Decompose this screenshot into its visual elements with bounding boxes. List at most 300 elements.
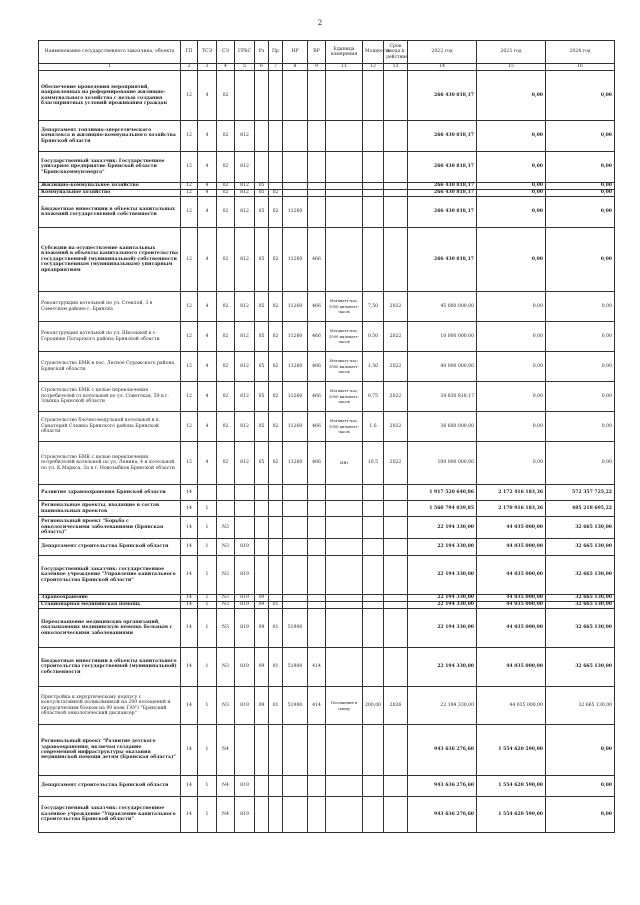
cell-term: 2022 xyxy=(384,352,408,382)
cell-tse: 4 xyxy=(198,71,217,121)
column-header-grbs: ГРБС xyxy=(235,41,255,64)
cell-tse: 1 xyxy=(198,602,217,609)
cell-grbs: 819 xyxy=(235,556,255,595)
cell-pr: 01 xyxy=(269,602,283,609)
cell-power: 200,00 xyxy=(363,687,384,725)
cell-rz: 09 xyxy=(255,648,269,687)
cell-gp: 12 xyxy=(181,412,198,442)
cell-se: 02 xyxy=(217,352,235,382)
cell-y2023: 44 035 000,00 xyxy=(477,517,546,539)
cell-power xyxy=(363,797,384,833)
cell-power xyxy=(363,121,384,152)
column-header-y2024: 2024 год xyxy=(546,41,615,64)
cell-nr xyxy=(283,797,308,833)
cell-nr xyxy=(283,556,308,595)
cell-pr xyxy=(269,539,283,556)
cell-y2022: 1 560 794 039,85 xyxy=(408,501,477,517)
cell-vr: 466 xyxy=(308,292,326,322)
table-row xyxy=(39,501,615,517)
cell-y2023: 0,00 xyxy=(477,197,546,228)
cell-tse: 4 xyxy=(198,152,217,183)
cell-vr xyxy=(308,197,326,228)
cell-rz xyxy=(255,501,269,517)
cell-gp: 14 xyxy=(181,725,198,776)
cell-grbs: 812 xyxy=(235,352,255,382)
cell-power: 10,5 xyxy=(363,442,384,485)
table-row xyxy=(39,190,615,197)
cell-unit xyxy=(326,71,363,121)
cell-term: 2026 xyxy=(384,687,408,725)
table-row xyxy=(39,121,615,152)
cell-gp: 14 xyxy=(181,556,198,595)
cell-tse: 1 xyxy=(198,501,217,517)
cell-gp: 12 xyxy=(181,352,198,382)
cell-unit: Мегаватт-час; 1000 киловатт-часов xyxy=(326,352,363,382)
cell-y2024: 0,00 xyxy=(546,121,615,152)
cell-name: Бюджетные инвестиции в объекты капитального строительства государственной (муниципальной) собственности xyxy=(39,648,181,687)
table-row xyxy=(39,382,615,412)
cell-y2022: 22 194 330,00 xyxy=(408,556,477,595)
cell-name: Государственный заказчик: Государственное унитарное предприятие Брянской области "Брянсккоммунэнерго" xyxy=(39,152,181,183)
cell-power xyxy=(363,602,384,609)
cell-y2023: 44 035 000,00 xyxy=(477,539,546,556)
cell-power xyxy=(363,595,384,602)
cell-y2022: 36 600 000,00 xyxy=(408,412,477,442)
cell-vr xyxy=(308,797,326,833)
cell-y2022: 266 430 818,17 xyxy=(408,197,477,228)
cell-nr xyxy=(283,539,308,556)
cell-y2022: 22 194 330,00 xyxy=(408,595,477,602)
cell-term xyxy=(384,71,408,121)
table-header-row xyxy=(39,41,615,64)
cell-power: 1,6 xyxy=(363,412,384,442)
cell-se: N3 xyxy=(217,595,235,602)
table-row xyxy=(39,152,615,183)
column-header-vr: ВР xyxy=(308,41,326,64)
cell-unit xyxy=(326,609,363,648)
cell-grbs: 812 xyxy=(235,322,255,352)
cell-tse: 1 xyxy=(198,687,217,725)
cell-y2022: 266 430 818,17 xyxy=(408,190,477,197)
cell-power xyxy=(363,501,384,517)
table-body xyxy=(39,71,615,833)
cell-term xyxy=(384,501,408,517)
cell-tse: 4 xyxy=(198,228,217,292)
cell-name: Департамент строительства Брянской области xyxy=(39,776,181,797)
cell-y2024: 0,00 xyxy=(546,352,615,382)
cell-gp: 12 xyxy=(181,228,198,292)
cell-nr: 11260 xyxy=(283,442,308,485)
table-row xyxy=(39,725,615,776)
cell-vr xyxy=(308,485,326,501)
cell-y2024: 32 665 130,00 xyxy=(546,539,615,556)
cell-rz: 05 xyxy=(255,228,269,292)
cell-se: 02 xyxy=(217,190,235,197)
cell-y2023: 44 035 000,00 xyxy=(477,595,546,602)
cell-pr xyxy=(269,183,283,190)
cell-y2022: 266 430 818,17 xyxy=(408,71,477,121)
cell-vr xyxy=(308,595,326,602)
cell-name: Переоснащение медицинских организаций, оказывающих медицинскую помощь больным с онкологическими заболеваниями xyxy=(39,609,181,648)
cell-gp: 12 xyxy=(181,322,198,352)
cell-pr xyxy=(269,595,283,602)
cell-term xyxy=(384,190,408,197)
column-header-term: Срок ввода в действие xyxy=(384,41,408,64)
cell-unit xyxy=(326,776,363,797)
cell-term xyxy=(384,485,408,501)
column-index-y2022: 14 xyxy=(408,64,477,71)
cell-vr xyxy=(308,501,326,517)
cell-pr xyxy=(269,797,283,833)
cell-gp: 12 xyxy=(181,197,198,228)
cell-vr xyxy=(308,539,326,556)
cell-y2022: 266 430 818,17 xyxy=(408,121,477,152)
cell-y2024: 0,00 xyxy=(546,322,615,352)
cell-nr xyxy=(283,725,308,776)
cell-vr xyxy=(308,190,326,197)
cell-rz xyxy=(255,517,269,539)
cell-pr: 02 xyxy=(269,322,283,352)
cell-gp: 14 xyxy=(181,609,198,648)
cell-se: N3 xyxy=(217,539,235,556)
cell-pr xyxy=(269,71,283,121)
budget-table xyxy=(38,40,615,833)
cell-y2024: 0,00 xyxy=(546,152,615,183)
column-index-se: 4 xyxy=(217,64,235,71)
table-row xyxy=(39,352,615,382)
cell-name: Пристройка к хирургическому корпусу с консультативной поликлиникой на 200 посещений и хирургическим блоком на 90 коек ГАУЗ "Брянский областной онкологический диспансер" xyxy=(39,687,181,725)
cell-y2024: 32 665 130,00 xyxy=(546,609,615,648)
cell-se: N3 xyxy=(217,687,235,725)
cell-se: 02 xyxy=(217,71,235,121)
cell-pr: 02 xyxy=(269,190,283,197)
cell-y2024: 32 665 130,00 xyxy=(546,602,615,609)
cell-y2024: 0,00 xyxy=(546,442,615,485)
cell-name: Государственный заказчик: государственное казённое учреждение "Управление капитального строительства Брянской области" xyxy=(39,797,181,833)
cell-y2023: 2 170 916 183,36 xyxy=(477,501,546,517)
cell-grbs: 819 xyxy=(235,648,255,687)
cell-y2024: 0,00 xyxy=(546,183,615,190)
cell-se: N3 xyxy=(217,609,235,648)
cell-y2023: 0,00 xyxy=(477,121,546,152)
cell-se: 02 xyxy=(217,228,235,292)
table-row xyxy=(39,228,615,292)
cell-y2024: 0,00 xyxy=(546,776,615,797)
cell-name: Жилищно-коммунальное хозяйство xyxy=(39,183,181,190)
cell-se: 02 xyxy=(217,442,235,485)
table-index-row xyxy=(39,64,615,71)
cell-tse: 4 xyxy=(198,121,217,152)
cell-power xyxy=(363,539,384,556)
cell-nr: 11260 xyxy=(283,322,308,352)
cell-rz: 09 xyxy=(255,687,269,725)
cell-y2023: 44 035 000,00 xyxy=(477,648,546,687)
column-index-term: 13 xyxy=(384,64,408,71)
cell-y2023: 1 554 620 590,00 xyxy=(477,725,546,776)
cell-vr xyxy=(308,152,326,183)
cell-y2022: 22 194 330,00 xyxy=(408,687,477,725)
column-index-unit: 11 xyxy=(326,64,363,71)
cell-grbs xyxy=(235,501,255,517)
cell-y2023: 0,00 xyxy=(477,190,546,197)
cell-y2023: 0,00 xyxy=(477,228,546,292)
cell-y2022: 943 636 276,60 xyxy=(408,725,477,776)
cell-grbs: 819 xyxy=(235,595,255,602)
cell-y2023: 0,00 xyxy=(477,382,546,412)
cell-nr xyxy=(283,517,308,539)
cell-se: N3 xyxy=(217,556,235,595)
cell-y2022: 22 194 330,00 xyxy=(408,648,477,687)
cell-tse: 4 xyxy=(198,190,217,197)
cell-pr: 01 xyxy=(269,609,283,648)
cell-y2024: 0,00 xyxy=(546,382,615,412)
cell-y2023: 0,00 xyxy=(477,412,546,442)
cell-power xyxy=(363,485,384,501)
column-index-power: 12 xyxy=(363,64,384,71)
cell-y2024: 485 218 695,22 xyxy=(546,501,615,517)
cell-tse: 4 xyxy=(198,352,217,382)
cell-nr: 11260 xyxy=(283,352,308,382)
cell-gp: 14 xyxy=(181,687,198,725)
column-header-rz: Рз xyxy=(255,41,269,64)
cell-tse: 1 xyxy=(198,517,217,539)
cell-gp: 14 xyxy=(181,501,198,517)
cell-unit xyxy=(326,485,363,501)
cell-name: Строительство блочно-модульной котельной в п. Санаторий Слежка Брянского района Брянской области xyxy=(39,412,181,442)
cell-unit: МВт xyxy=(326,442,363,485)
cell-power xyxy=(363,71,384,121)
cell-se: 02 xyxy=(217,382,235,412)
cell-y2023: 44 035 000,00 xyxy=(477,556,546,595)
cell-tse: 1 xyxy=(198,797,217,833)
cell-power xyxy=(363,556,384,595)
cell-power: 0,50 xyxy=(363,322,384,352)
cell-nr: 51900 xyxy=(283,648,308,687)
cell-pr: 02 xyxy=(269,352,283,382)
cell-pr xyxy=(269,517,283,539)
cell-name: Развитие здравоохранения Брянской области xyxy=(39,485,181,501)
cell-y2024: 0,00 xyxy=(546,71,615,121)
cell-se: 02 xyxy=(217,183,235,190)
cell-rz xyxy=(255,485,269,501)
cell-grbs: 819 xyxy=(235,776,255,797)
cell-y2024: 0,00 xyxy=(546,292,615,322)
cell-term: 2022 xyxy=(384,442,408,485)
cell-y2024: 32 665 130,00 xyxy=(546,517,615,539)
cell-grbs: 812 xyxy=(235,292,255,322)
cell-rz: 05 xyxy=(255,190,269,197)
cell-se xyxy=(217,501,235,517)
cell-term xyxy=(384,228,408,292)
cell-grbs: 812 xyxy=(235,228,255,292)
column-index-name: 1 xyxy=(39,64,181,71)
page-number: 2 xyxy=(317,19,323,27)
cell-name: Департамент строительства Брянской области xyxy=(39,539,181,556)
cell-y2022: 22 194 330,00 xyxy=(408,609,477,648)
cell-term xyxy=(384,595,408,602)
cell-unit: Посещение в смену xyxy=(326,687,363,725)
cell-term: 2022 xyxy=(384,412,408,442)
cell-rz xyxy=(255,71,269,121)
cell-y2024: 32 665 130,00 xyxy=(546,687,615,725)
cell-grbs xyxy=(235,71,255,121)
cell-nr xyxy=(283,485,308,501)
cell-tse: 1 xyxy=(198,648,217,687)
cell-vr xyxy=(308,121,326,152)
cell-power xyxy=(363,725,384,776)
cell-y2023: 0,00 xyxy=(477,71,546,121)
cell-y2022: 266 430 818,17 xyxy=(408,183,477,190)
cell-vr xyxy=(308,609,326,648)
cell-pr xyxy=(269,485,283,501)
cell-y2022: 943 636 276,60 xyxy=(408,797,477,833)
cell-y2023: 0,00 xyxy=(477,352,546,382)
cell-unit xyxy=(326,152,363,183)
table-row xyxy=(39,539,615,556)
cell-unit: Мегаватт-час; 1000 киловатт-часов xyxy=(326,382,363,412)
cell-grbs: 812 xyxy=(235,183,255,190)
cell-rz: 05 xyxy=(255,322,269,352)
cell-gp: 14 xyxy=(181,539,198,556)
column-index-gp: 2 xyxy=(181,64,198,71)
cell-rz: 05 xyxy=(255,382,269,412)
cell-grbs: 819 xyxy=(235,609,255,648)
cell-pr: 02 xyxy=(269,382,283,412)
cell-gp: 12 xyxy=(181,382,198,412)
cell-y2022: 10 000 000,00 xyxy=(408,322,477,352)
cell-power xyxy=(363,228,384,292)
cell-tse xyxy=(198,485,217,501)
cell-grbs xyxy=(235,485,255,501)
cell-rz: 05 xyxy=(255,412,269,442)
cell-tse: 1 xyxy=(198,556,217,595)
cell-power: 0,75 xyxy=(363,382,384,412)
cell-nr: 11260 xyxy=(283,412,308,442)
column-header-tse: ТСЭ xyxy=(198,41,217,64)
cell-pr xyxy=(269,152,283,183)
cell-gp: 12 xyxy=(181,183,198,190)
cell-tse: 4 xyxy=(198,412,217,442)
cell-unit xyxy=(326,725,363,776)
cell-nr xyxy=(283,152,308,183)
cell-pr xyxy=(269,776,283,797)
cell-term xyxy=(384,602,408,609)
cell-rz xyxy=(255,121,269,152)
cell-y2023: 0,00 xyxy=(477,442,546,485)
column-index-pr: 7 xyxy=(269,64,283,71)
cell-tse: 4 xyxy=(198,442,217,485)
cell-term xyxy=(384,152,408,183)
cell-nr xyxy=(283,71,308,121)
cell-se: 02 xyxy=(217,322,235,352)
cell-vr xyxy=(308,725,326,776)
cell-name: Субсидии на осуществление капитальных вложений в объекты капитального строительства государственной (муниципальной) собственности государственным (муниципальным) унитарным предприятиям xyxy=(39,228,181,292)
column-header-pr: Пр xyxy=(269,41,283,64)
cell-unit xyxy=(326,228,363,292)
cell-vr xyxy=(308,602,326,609)
cell-grbs: 812 xyxy=(235,197,255,228)
cell-power xyxy=(363,183,384,190)
cell-grbs: 812 xyxy=(235,152,255,183)
cell-vr: 466 xyxy=(308,382,326,412)
cell-vr: 414 xyxy=(308,687,326,725)
cell-y2022: 22 194 330,00 xyxy=(408,602,477,609)
cell-gp: 14 xyxy=(181,797,198,833)
cell-nr xyxy=(283,776,308,797)
cell-name: Реконструкция котельной по ул. Стеклой, 3 в Советском районе г. Брянска xyxy=(39,292,181,322)
column-index-vr: 9 xyxy=(308,64,326,71)
cell-nr xyxy=(283,190,308,197)
cell-se: N4 xyxy=(217,776,235,797)
cell-rz xyxy=(255,797,269,833)
cell-se: N4 xyxy=(217,725,235,776)
cell-y2024: 0,00 xyxy=(546,190,615,197)
cell-y2023: 1 554 620 590,00 xyxy=(477,776,546,797)
cell-gp: 14 xyxy=(181,776,198,797)
column-header-se: СЭ xyxy=(217,41,235,64)
table-row xyxy=(39,71,615,121)
cell-se: 02 xyxy=(217,412,235,442)
cell-name: Региональные проекты, входящие в состав национальных проектов xyxy=(39,501,181,517)
cell-y2022: 266 430 818,17 xyxy=(408,152,477,183)
cell-unit xyxy=(326,501,363,517)
cell-pr xyxy=(269,725,283,776)
cell-term xyxy=(384,797,408,833)
cell-term xyxy=(384,197,408,228)
cell-y2024: 32 665 130,00 xyxy=(546,648,615,687)
cell-y2024: 0,00 xyxy=(546,197,615,228)
cell-rz: 05 xyxy=(255,197,269,228)
cell-nr xyxy=(283,501,308,517)
column-header-name: Наименование государственного заказчика, объекта xyxy=(39,41,181,64)
table-row xyxy=(39,183,615,190)
column-header-unit: Единица измерения xyxy=(326,41,363,64)
cell-gp: 12 xyxy=(181,190,198,197)
cell-grbs xyxy=(235,725,255,776)
cell-term: 2022 xyxy=(384,292,408,322)
cell-se: 02 xyxy=(217,197,235,228)
cell-pr xyxy=(269,556,283,595)
cell-tse: 4 xyxy=(198,292,217,322)
cell-gp: 12 xyxy=(181,71,198,121)
column-header-y2022: 2022 год xyxy=(408,41,477,64)
cell-gp: 14 xyxy=(181,602,198,609)
cell-vr xyxy=(308,183,326,190)
cell-vr: 466 xyxy=(308,352,326,382)
cell-unit: Мегаватт-час; 1000 киловатт-часов xyxy=(326,322,363,352)
cell-tse: 1 xyxy=(198,725,217,776)
cell-rz: 05 xyxy=(255,442,269,485)
cell-name: Строительство БМК в пос. Лесное Суражского района Брянской области xyxy=(39,352,181,382)
cell-y2022: 100 000 000,00 xyxy=(408,442,477,485)
cell-se: 02 xyxy=(217,121,235,152)
cell-nr xyxy=(283,602,308,609)
cell-rz: 05 xyxy=(255,183,269,190)
cell-tse: 1 xyxy=(198,776,217,797)
cell-rz xyxy=(255,776,269,797)
cell-gp: 12 xyxy=(181,152,198,183)
table-row xyxy=(39,517,615,539)
cell-grbs: 819 xyxy=(235,797,255,833)
table-row xyxy=(39,292,615,322)
table-row xyxy=(39,556,615,595)
cell-grbs xyxy=(235,517,255,539)
cell-gp: 14 xyxy=(181,648,198,687)
cell-se: N3 xyxy=(217,602,235,609)
cell-term xyxy=(384,648,408,687)
cell-pr: 02 xyxy=(269,292,283,322)
cell-power: 1,50 xyxy=(363,352,384,382)
